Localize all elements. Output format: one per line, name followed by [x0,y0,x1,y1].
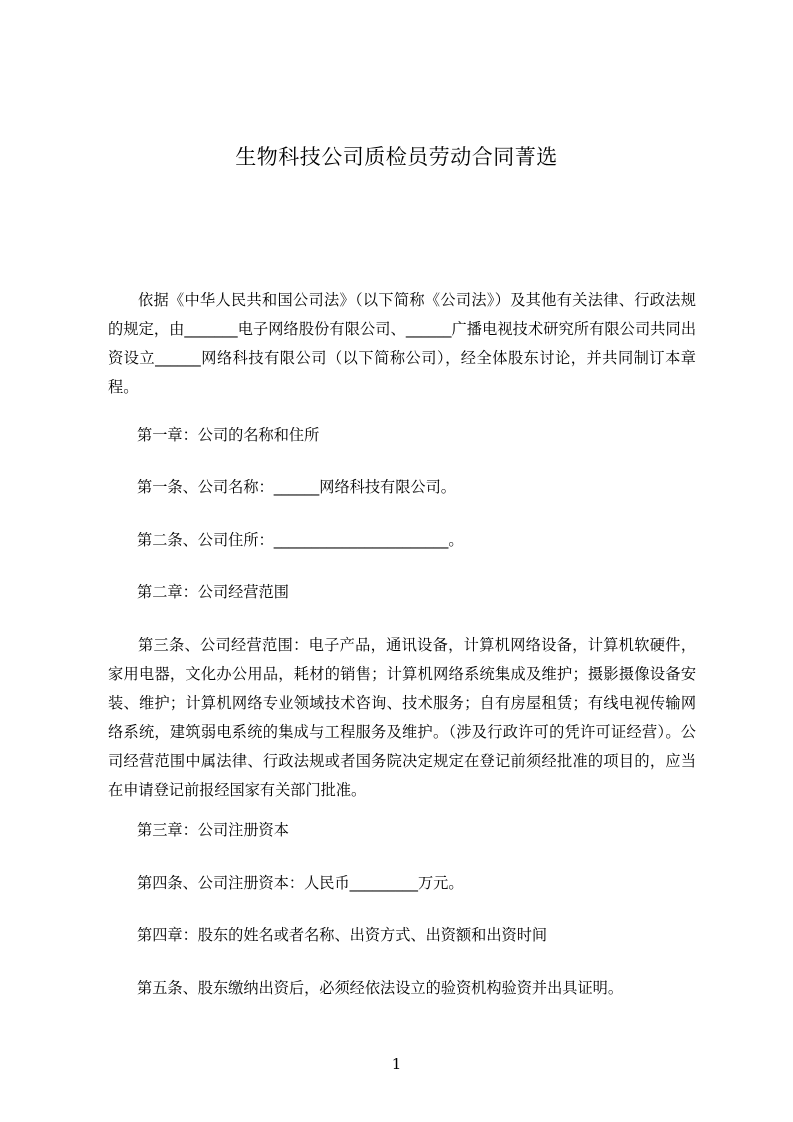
article-1: 第一条、公司名称：______网络科技有限公司。 [137,478,456,496]
intro-paragraph: 依据《中华人民共和国公司法》（以下简称《公司法》）及其他有关法律、行政法规的规定，由_______电子网络股份有限公司、______广播电视技术研究所有限公司共同出资设立______网络科技有限公司（以下简称公司），经全体股东讨论，并共同制订本章程。 [108,291,696,396]
article-2: 第二条、公司住所：_______________________。 [137,531,464,549]
page-number: 1 [391,1055,402,1073]
article-4: 第四条、公司注册资本：人民币_________万元。 [137,874,464,892]
chapter-3-heading: 第三章：公司注册资本 [137,821,289,839]
document-title: 生物科技公司质检员劳动合同菁选 [235,145,558,169]
chapter-2-heading: 第二章：公司经营范围 [137,583,289,601]
article-5: 第五条、股东缴纳出资后，必须经依法设立的验资机构验资并出具证明。 [137,979,623,997]
article-3: 第三条、公司经营范围：电子产品，通讯设备，计算机网络设备，计算机软硬件，家用电器，文化办公用品，耗材的销售；计算机网络系统集成及维护；摄影摄像设备安装、维护；计算机网络专业领域技术咨询、技术服务；自有房屋租赁；有线电视传输网络系统，建筑弱电系统的集成与工程服务及维护。（涉及行政许可的凭许可证经营）。公司经营范围中属法律、行政法规或者国务院决定规定在登记前须经批准的项目的，应当在申请登记前报经国家有关部门批准。 [108,636,696,799]
chapter-4-heading: 第四章：股东的姓名或者名称、出资方式、出资额和出资时间 [137,926,548,944]
chapter-1-heading: 第一章：公司的名称和住所 [137,426,320,444]
